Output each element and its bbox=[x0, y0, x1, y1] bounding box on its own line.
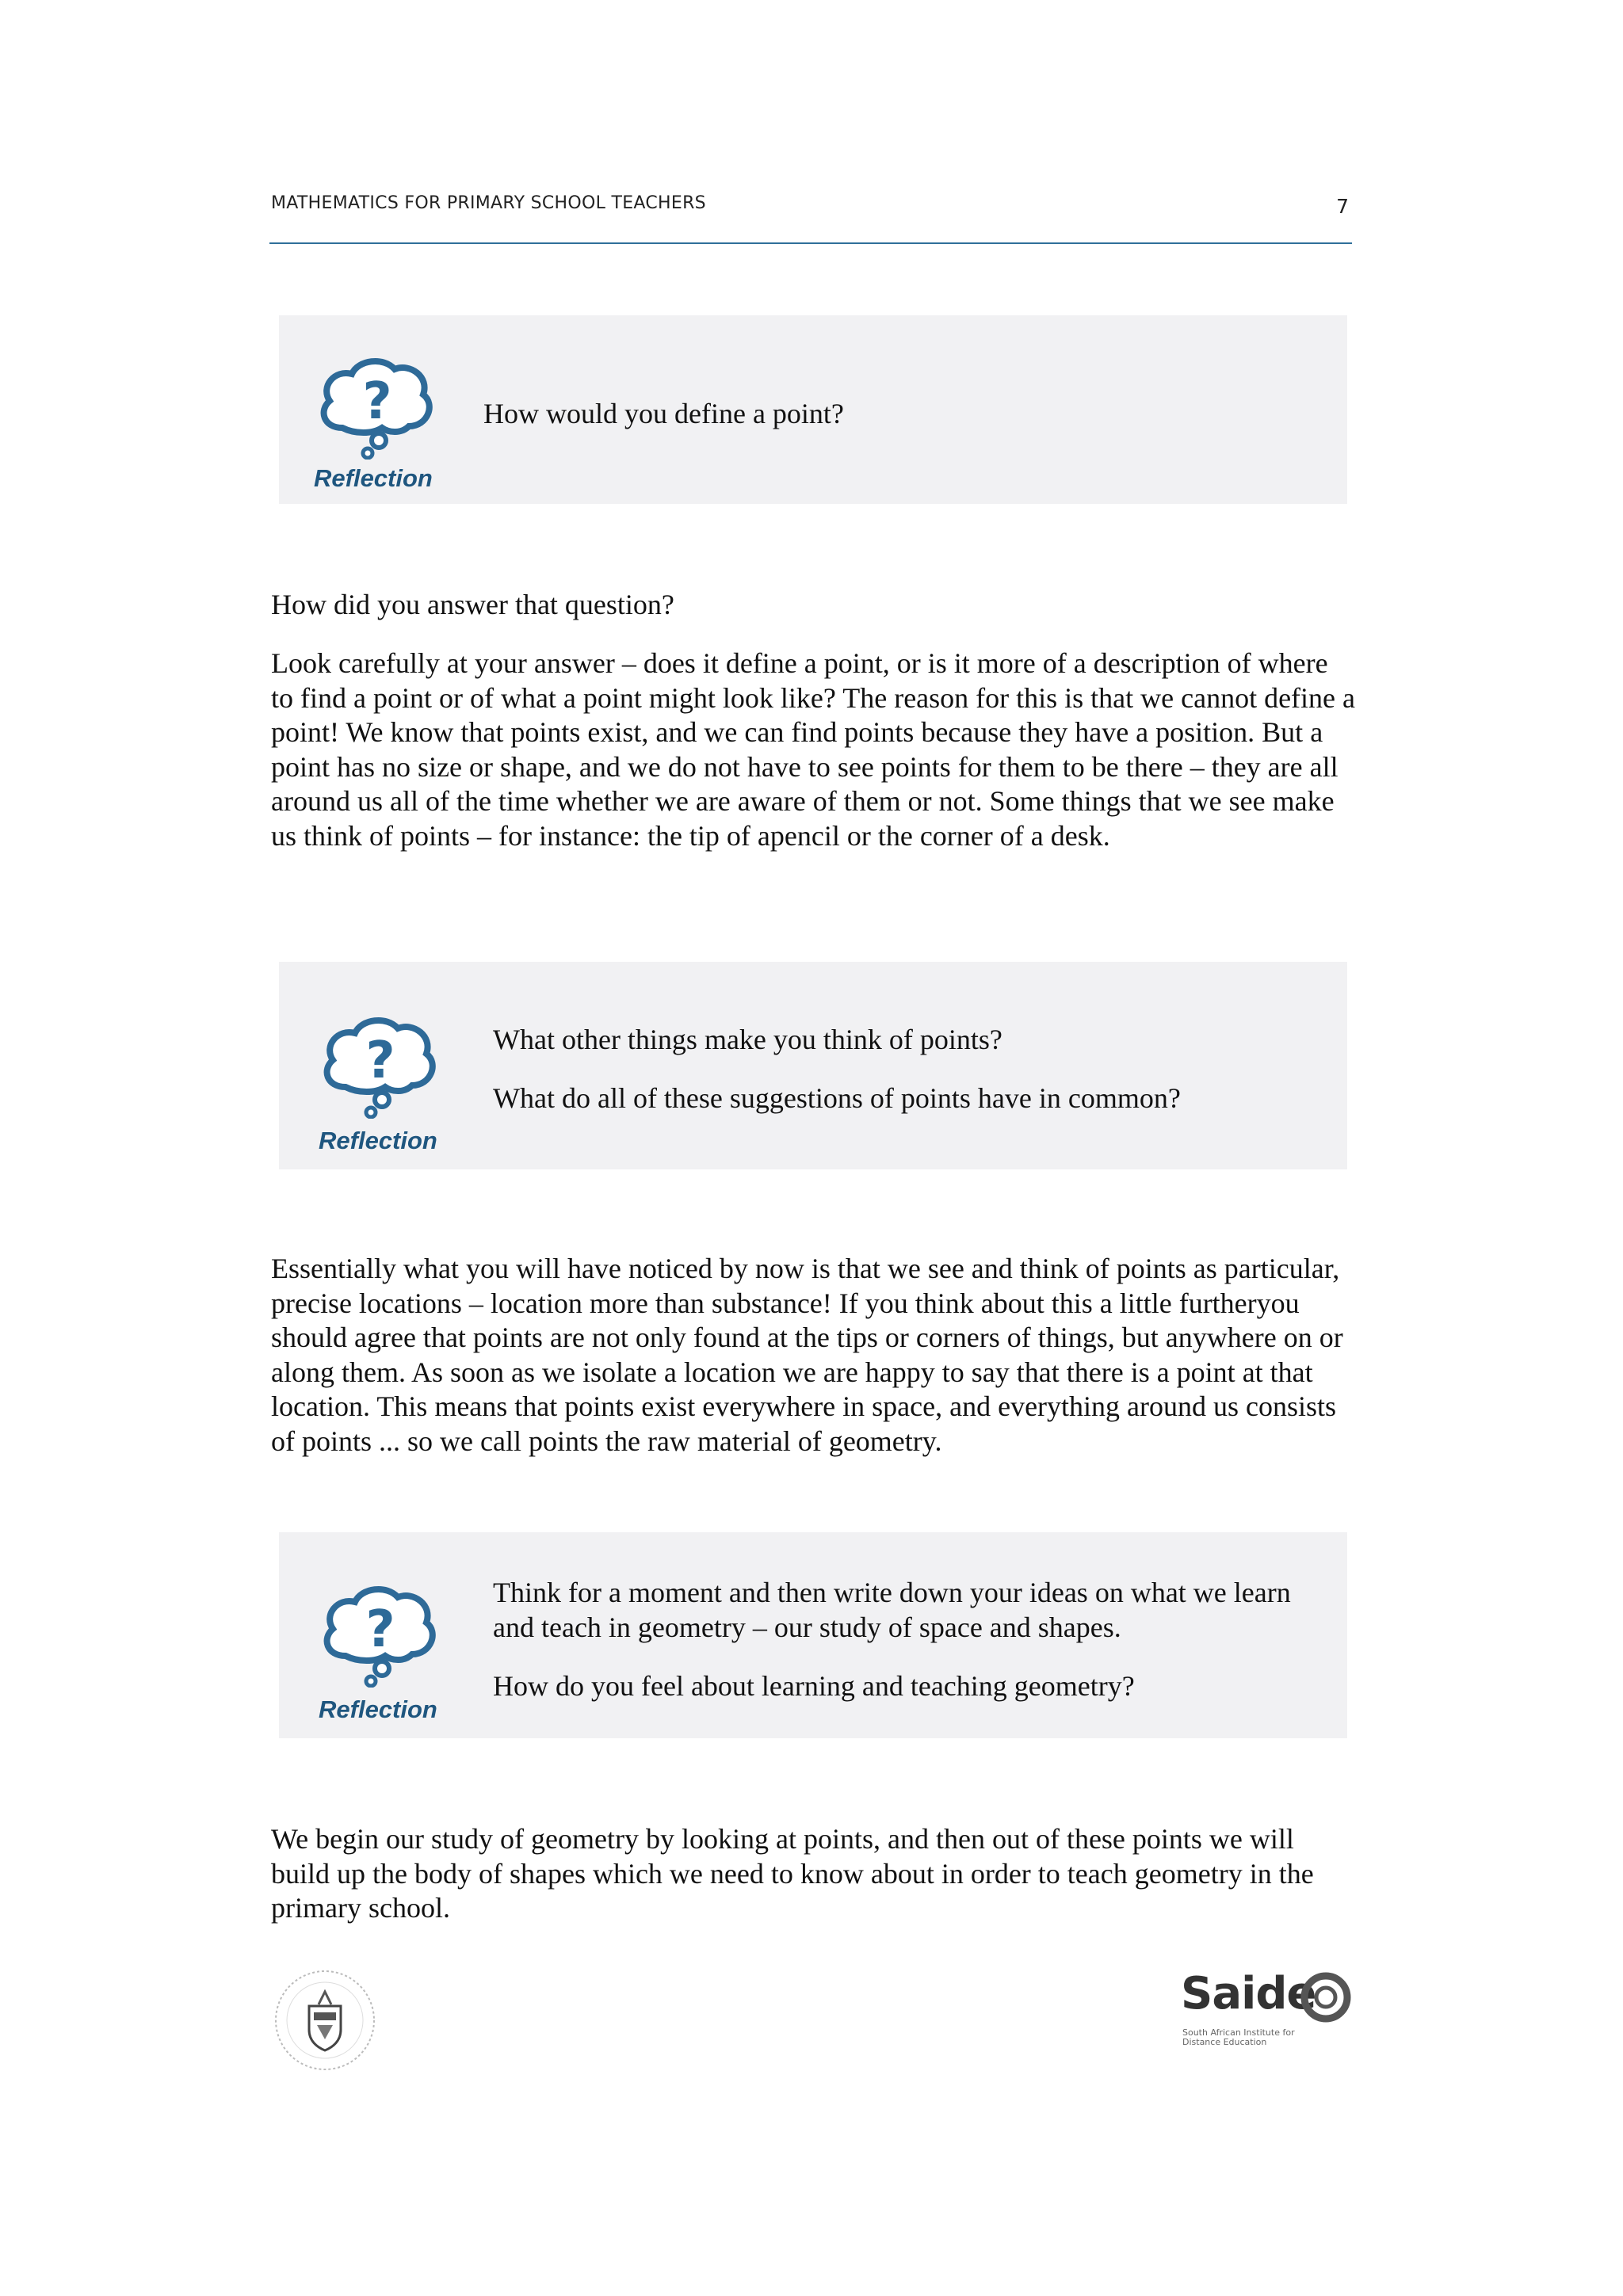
reflection-question: Think for a moment and then write down your ideas on what we learn and teach in geometry – our study of space and shapes. bbox=[493, 1577, 1291, 1643]
reflection-text bbox=[493, 1575, 1333, 1727]
page-header bbox=[269, 190, 1352, 244]
reflection-label: Reflection bbox=[319, 1127, 437, 1154]
question-thought-cloud-icon bbox=[315, 1014, 442, 1123]
question-thought-cloud-icon bbox=[315, 1583, 442, 1691]
svg-text:?: ? bbox=[362, 372, 392, 431]
saide-subtitle: South African Institute for Distance Education bbox=[1182, 2027, 1295, 2047]
reflection-box-2 bbox=[279, 962, 1347, 1169]
svg-text:?: ? bbox=[365, 1600, 395, 1659]
reflection-question: How do you feel about learning and teaching geometry? bbox=[493, 1670, 1135, 1702]
body-paragraph-4: We begin our study of geometry by looking at points, and then out of these points we will build up the body of shapes which we need to know about in order to teach geometry in the primary school. bbox=[271, 1823, 1314, 1924]
body-paragraph-2: Look carefully at your answer – does it define a point, or is it more of a description of where to find a point or of what a point might look like? The reason for this is that we cannot define a point! We know that points exist, and we can find points because they have a position. But a point has no size or shape, and we do not have to see points for them to be there – they are all around us all of the time whether we are aware of them or not. Some things that we see make us think of points – for instance: the tip of apencil or the corner of a desk. bbox=[271, 647, 1355, 852]
reflection-label: Reflection bbox=[314, 464, 433, 492]
saide-logo bbox=[1181, 1968, 1355, 2055]
reflection-label: Reflection bbox=[319, 1695, 437, 1723]
running-title: MATHEMATICS FOR PRIMARY SCHOOL TEACHERS bbox=[271, 193, 706, 213]
reflection-box-3 bbox=[279, 1532, 1347, 1738]
reflection-question: What do all of these suggestions of points have in common? bbox=[493, 1082, 1181, 1114]
saide-wordmark: Saide bbox=[1181, 1968, 1316, 2019]
saide-ring-icon bbox=[1300, 1971, 1352, 2023]
reflection-box-1 bbox=[279, 315, 1347, 504]
body-paragraph-3: Essentially what you will have noticed by now is that we see and think of points as particular, precise locations – location more than substance! If you think about this a little furtheryou should agree that points are not only found at the tips or corners of things, but anywhere on or along them. As soon as we isolate a location we are happy to say that there is a point at that location. This means that points exist everywhere in space, and everything around us consists of points ... so we call points the raw material of geometry. bbox=[271, 1253, 1343, 1457]
page-number: 7 bbox=[1336, 195, 1349, 218]
reflection-question: How would you define a point? bbox=[483, 398, 844, 429]
reflection-text bbox=[493, 1022, 1325, 1139]
body-paragraph-1: How did you answer that question? bbox=[271, 589, 674, 620]
svg-text:?: ? bbox=[365, 1032, 395, 1090]
question-thought-cloud-icon bbox=[312, 355, 439, 463]
reflection-question: What other things make you think of points? bbox=[493, 1024, 1002, 1055]
university-crest-logo bbox=[269, 1965, 380, 2076]
reflection-text bbox=[483, 396, 1323, 455]
